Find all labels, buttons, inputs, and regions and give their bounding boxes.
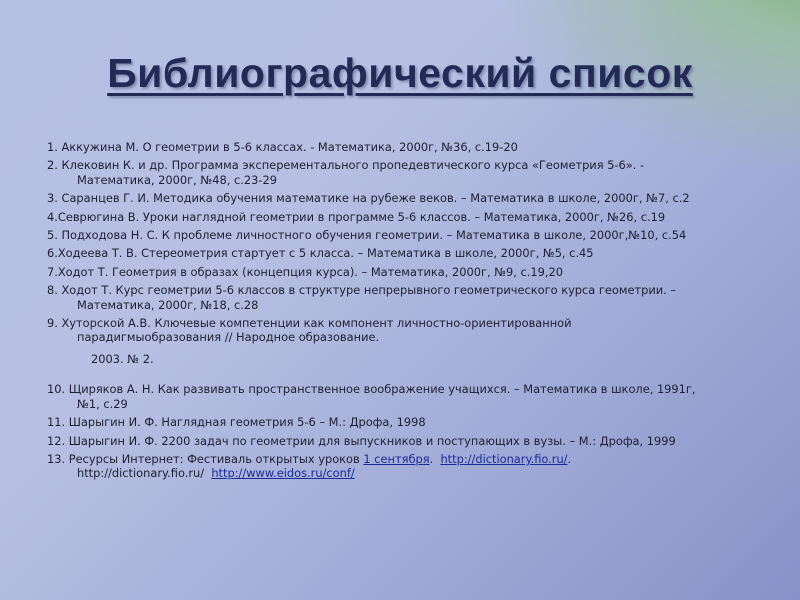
ref-text: 5. Подходова Н. С. К проблеме личностного обучения геометрии. – Математика в школе, 2000г,№10, с.54 xyxy=(47,228,687,243)
ref-text-continued: 2003. № 2. xyxy=(91,351,154,366)
ref-text: 7.Ходот Т. Геометрия в образах (концепция курса). – Математика, 2000г, №9, с.19,20 xyxy=(47,264,564,279)
separator: . xyxy=(429,451,441,466)
list-item xyxy=(47,415,777,429)
reference-list xyxy=(47,140,777,485)
list-item xyxy=(47,191,777,205)
list-item xyxy=(47,210,777,224)
list-item xyxy=(47,246,777,260)
ref-text-continued: парадигмыобразования // Народное образование. xyxy=(77,330,380,345)
ref-text-continued: Математика, 2000г, №18, с.28 xyxy=(77,297,259,312)
separator: . xyxy=(567,451,572,466)
link-1-sentyabrya[interactable]: 1 сентября xyxy=(363,451,430,466)
link-dictionary-fio[interactable]: http://dictionary.fio.ru/ xyxy=(440,451,568,466)
list-item xyxy=(47,140,777,154)
list-item xyxy=(47,158,777,187)
list-item xyxy=(47,316,777,366)
spacer xyxy=(47,370,777,382)
ref-text: 1. Аккужина М. О геометрии в 5-6 классах. - Математика, 2000г, №36, с.19-20 xyxy=(47,140,518,154)
link-eidos[interactable]: http://www.eidos.ru/conf/ xyxy=(211,466,355,481)
ref-text: 4.Севрюгина В. Уроки наглядной геометрии в программе 5-6 классов. – Математика, 2000г, №26, с.19 xyxy=(47,209,666,224)
ref-text: 3. Саранцев Г. И. Методика обучения математике на рубеже веков. – Математика в школе, 2000г, №7, с.2 xyxy=(47,191,690,206)
ref-text: 10. Щиряков А. Н. Как развивать пространственное воображение учащихся. – Математика в школе, 1991г, xyxy=(47,382,696,397)
ref-text: 11. Шарыгин И. Ф. Наглядная геометрия 5-6 – М.: Дрофа, 1998 xyxy=(47,415,426,430)
ref-text: 2. Клековин К. и др. Программа эксперементального пропедевтического курса «Геометрия 5-6». - xyxy=(47,158,645,173)
url-text: http://dictionary.fio.ru/ xyxy=(77,466,205,481)
ref-text: 8. Ходот Т. Курс геометрии 5-6 классов в структуре непрерывного геометрического курса геометрии. – xyxy=(47,283,677,298)
list-item xyxy=(47,283,777,312)
list-item xyxy=(47,228,777,242)
list-item xyxy=(47,452,777,481)
ref-text: 6.Ходеева Т. В. Стереометрия стартует с 5 класса. – Математика в школе, 2000г, №5, с.45 xyxy=(47,246,594,261)
ref-text-continued: №1, с.29 xyxy=(77,396,128,411)
page-title: Библиографический список xyxy=(107,50,693,96)
ref-text: 9. Хуторской А.В. Ключевые компетенции как компонент личностно-ориентированной xyxy=(47,316,572,331)
ref-text: 13. Ресурсы Интернет: Фестиваль открытых уроков xyxy=(47,451,360,466)
list-item xyxy=(47,434,777,448)
ref-text: 12. Шарыгин И. Ф. 2200 задач по геометрии для выпускников и поступающих в вузы. – М.: Дрофа, 1999 xyxy=(47,433,676,448)
ref-text-continued: Математика, 2000г, №48, с.23-29 xyxy=(77,172,277,187)
list-item xyxy=(47,265,777,279)
ref-text-continued xyxy=(47,466,777,480)
list-item xyxy=(47,382,777,411)
